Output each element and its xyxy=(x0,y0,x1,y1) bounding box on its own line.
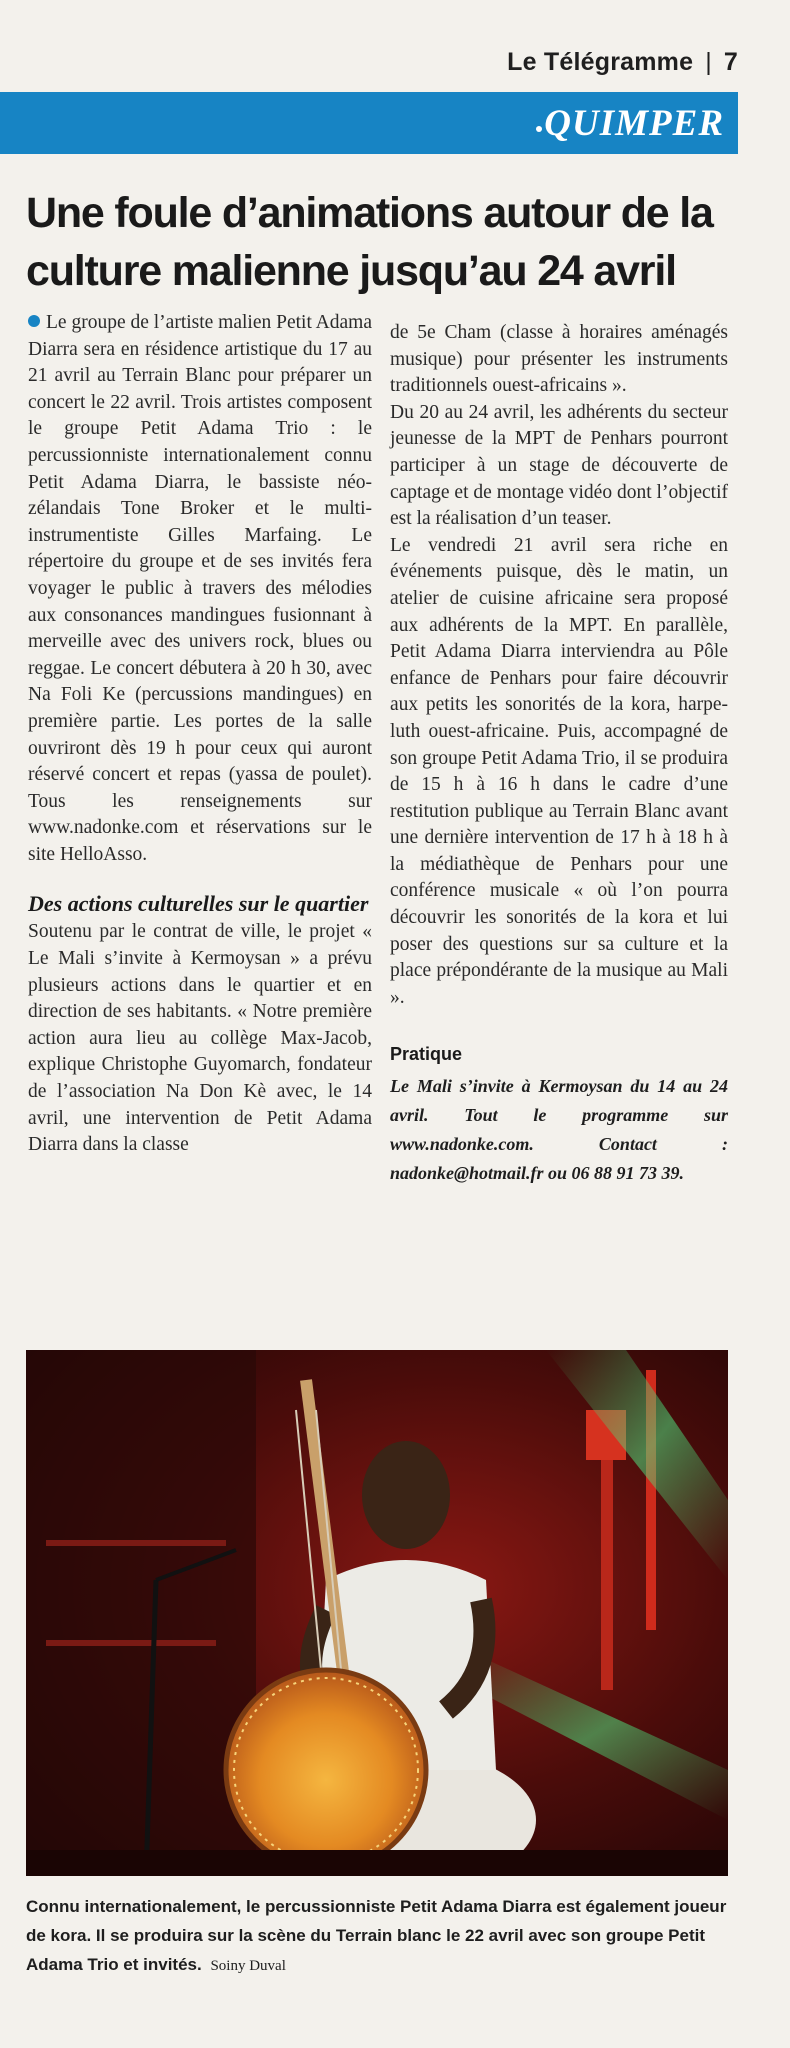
article-column-1 xyxy=(28,310,372,1159)
stage-floor xyxy=(26,1850,728,1876)
paragraph-vendredi: Le vendredi 21 avril sera riche en événements puisque, dès le matin, un atelier de cuisine africaine sera proposé aux adhérents de la MPT. En parallèle, Petit Adama Diarra interviendra au Pôle enfance de Penhars pour faire découvrir aux petits les sonorités de la kora, harpe-luth ouest-africaine. Puis, accompagné de son groupe Petit Adama Trio, il se produira de 15 h à 16 h dans le cadre d’une restitution publique au Terrain Blanc avant une dernière intervention de 17 h à 18 h à la médiathèque de Penhars pour une conférence musicale « où l’on pourra découvrir les sonorités de la kora et lui poser des questions sur sa culture et la place prépondérante de la musique au Mali ». xyxy=(390,534,728,1008)
newspaper-name: Le Télégramme xyxy=(507,48,694,76)
photo-credit: Soiny Duval xyxy=(210,1958,286,1974)
page-number: 7 xyxy=(723,48,738,76)
paragraph-intro-text: Le groupe de l’artiste malien Petit Adama Diarra sera en résidence artistique du 17 au 21 avril au Terrain Blanc pour préparer un concert le 22 avril. Trois artistes composent le groupe Petit Adama Trio : le percussionniste internationalement connu Petit Adama Diarra, le bassiste néo-zélandais Tone Broker et le multi-instrumentiste Gilles Marfaing. Le répertoire du groupe et de ses invités fera voyager le public à travers des mélodies aux consonances mandingues fusionnant à merveille avec des univers rock, blues ou reggae. Le concert débutera à 20 h 30, avec Na Foli Ke (percussions mandingues) en première partie. Les portes de la salle ouvriront dès 19 h pour ceux qui auront réservé concert et repas (yassa de poulet). Tous les renseignements sur www.nadonke.com et réservations sur le site HelloAsso. xyxy=(28,312,372,865)
pratique-label: Pratique xyxy=(390,1044,463,1065)
section-band xyxy=(0,92,738,154)
article-column-2 xyxy=(390,320,728,1188)
stage-rail xyxy=(46,1540,226,1546)
photo-caption xyxy=(26,1892,730,1981)
paragraph-cham: de 5e Cham (classe à horaires aménagés musique) pour présenter les instruments traditionnels ouest-africains ». xyxy=(390,322,728,397)
performer-head xyxy=(362,1441,450,1549)
concert-photo xyxy=(26,1350,728,1876)
masthead xyxy=(507,48,738,77)
stage-light-pole xyxy=(601,1460,613,1690)
paragraph-actions: Soutenu par le contrat de ville, le projet « Le Mali s’invite à Kermoysan » a prévu plusieurs actions dans le quartier et en direction de ses habitants. « Notre première action aura lieu au collège Max-Jacob, explique Christophe Guyomarch, fondateur de l’association Na Don Kè avec, le 14 avril, une intervention de Petit Adama Diarra dans la classe xyxy=(28,921,372,1156)
pratique-text: Le Mali s’invite à Kermoysan du 14 au 24 avril. Tout le programme sur www.nadonke.com. Contact : nadonke@hotmail.fr ou 06 88 91 73 39. xyxy=(390,1076,728,1184)
section-title: QUIMPER xyxy=(544,103,724,144)
stage-left-shadow xyxy=(26,1350,256,1876)
bullet-dot-icon xyxy=(28,315,40,327)
stage-rail-lower xyxy=(46,1640,216,1646)
kora-gourd xyxy=(226,1670,426,1870)
masthead-separator: | xyxy=(705,48,712,76)
paragraph-mpt-stage: Du 20 au 24 avril, les adhérents du secteur jeunesse de la MPT de Penhars pourront participer à un stage de découverte de captage et de montage vidéo dont l’objectif est la réalisation d’un teaser. xyxy=(390,401,728,530)
article-subhead: Des actions culturelles sur le quartier xyxy=(28,891,369,917)
photo-caption-text: Connu internationalement, le percussionniste Petit Adama Diarra est également joueur de kora. Il se produira sur la scène du Terrain blanc le 22 avril avec son groupe Petit Adama Trio et invités. xyxy=(26,1897,727,1974)
section-dot-icon xyxy=(536,126,542,132)
paragraph-intro xyxy=(28,310,372,868)
article-headline: Une foule d’animations autour de la culture malienne jusqu’au 24 avril xyxy=(26,189,713,295)
